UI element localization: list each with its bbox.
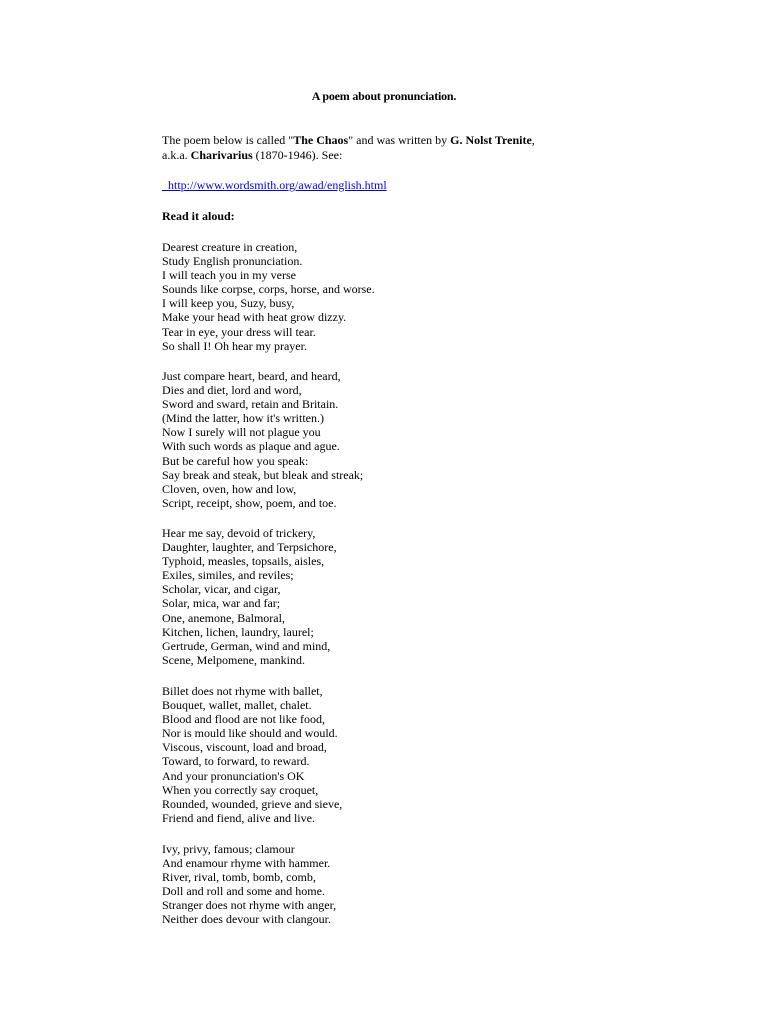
poem-line: Bouquet, wallet, mallet, chalet. [162,698,312,713]
poem-name: The Chaos [293,133,349,147]
poem-line: Cloven, oven, how and low, [162,481,297,496]
stanza-3 [162,526,622,667]
intro-text: a.k.a. [162,148,191,162]
poem-line: Exiles, similes, and reviles; [162,568,294,583]
author-alias: Charivarius [190,148,253,162]
poem-line: Doll and roll and some and home. [162,884,325,899]
poem-line: Dearest creature in creation, [162,240,298,254]
poem-line: Neither does devour with clangour. [162,912,331,927]
intro-text: The poem below is called " [162,133,294,147]
poem-line: Scholar, vicar, and cigar, [162,582,281,597]
poem-line: Dies and diet, lord and word, [162,383,302,398]
stanza-2 [162,369,622,510]
poem-line: Now I surely will not plague you [162,425,321,440]
poem-line: Say break and steak, but bleak and streak; [162,467,364,482]
poem-line: And enamour rhyme with hammer. [162,856,331,871]
poem-line: Ivy, privy, famous; clamour [162,842,295,856]
wordsmith-link[interactable]: http://www.wordsmith.org/awad/english.html [162,178,387,192]
poem-line: Script, receipt, show, poem, and toe. [162,495,337,510]
poem-line: Sounds like corpse, corps, horse, and worse. [162,282,375,297]
poem-line: Gertrude, German, wind and mind, [162,638,331,653]
poem-line: When you correctly say croquet, [162,782,319,797]
stanza-5 [162,842,622,927]
poem-line: With such words as plaque and ague. [162,439,340,454]
poem-line: Viscous, viscount, load and broad, [162,740,327,755]
intro-text: " and was written by [348,133,451,147]
poem-line: Solar, mica, war and far; [162,596,281,611]
poem-line: Toward, to forward, to reward. [162,754,310,769]
read-aloud-heading: Read it aloud: [162,209,235,223]
author-name: G. Nolst Trenite [450,133,532,147]
page-title: A poem about pronunciation. [311,89,457,103]
poem-line: Study English pronunciation. [162,254,303,269]
poem-line: I will keep you, Suzy, busy, [162,296,295,311]
poem-line: And your pronunciation's OK [162,768,305,783]
poem-line: Billet does not rhyme with ballet, [162,684,323,698]
poem-line: River, rival, tomb, bomb, comb, [162,870,316,885]
poem-line: Nor is mould like should and would. [162,726,338,741]
poem-line: Stranger does not rhyme with anger, [162,898,337,913]
poem-line: Rounded, wounded, grieve and sieve, [162,796,343,811]
poem-line: Tear in eye, your dress will tear. [162,324,316,339]
poem-line: Scene, Melpomene, mankind. [162,652,305,667]
poem-line: Make your head with heat grow dizzy. [162,310,347,325]
poem-line: Kitchen, lichen, laundry, laurel; [162,624,314,639]
poem-line: Just compare heart, beard, and heard, [162,369,341,383]
poem-line: But be careful how you speak: [162,453,309,468]
intro-paragraph [162,133,622,163]
stanza-1 [162,240,622,353]
poem-line: Daughter, laughter, and Terpsichore, [162,540,337,555]
intro-text: , [531,133,535,147]
poem-line: Typhoid, measles, topsails, aisles, [162,554,325,569]
poem-line: I will teach you in my verse [162,268,296,283]
poem-line: Hear me say, devoid of trickery, [162,526,316,540]
poem-line: Sword and sward, retain and Britain. [162,397,339,412]
intro-text: (1870-1946). See: [252,148,343,162]
poem-line: One, anemone, Balmoral, [162,610,285,625]
poem-line: Friend and fiend, alive and live. [162,810,315,825]
poem-line: (Mind the latter, how it's written.) [162,411,324,426]
poem-line: Blood and flood are not like food, [162,712,325,727]
poem-line: So shall I! Oh hear my prayer. [162,338,307,353]
stanza-4 [162,684,622,825]
